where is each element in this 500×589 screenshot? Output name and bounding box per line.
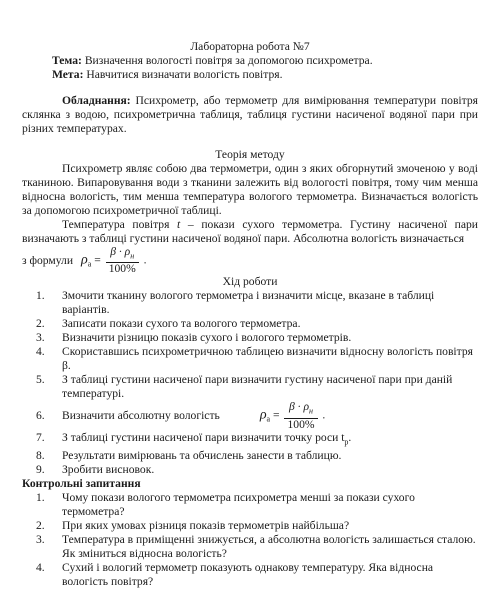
questions-title: Контрольні запитання (22, 476, 141, 490)
list-item: 1. Чому покази вологого термометра психрометра менші за покази сухого термометра? (36, 490, 415, 518)
document-title: Лабораторна робота №7 (190, 40, 310, 53)
formula-line (22, 246, 478, 275)
theory-paragraph-2: Температура повітря t – покази сухого термометра. Густину насиченої пари визначають з таблиці густини насиченої водяної пари. Абсолютна вологість визначається (22, 218, 478, 245)
list-item: 6. Визначити абсолютну вологість $\rho_а$ = $\frac{\beta \cdot \rho_н}{100\%}$ . (36, 400, 326, 431)
spacer (22, 136, 478, 148)
topic-line (22, 54, 478, 68)
formula-prefix: з формули (22, 253, 74, 267)
goal-label: Мета: (52, 68, 84, 81)
list-item: 2. Записати покази сухого та вологого термометра. (36, 317, 301, 331)
theory-title: Теорія методу (215, 148, 285, 161)
list-item: 4. Сухий і вологий термометр показують однакову температуру. Яка відносна вологість повітря? (36, 560, 434, 588)
procedure-list (22, 289, 478, 477)
list-item: 5. З таблиці густини насиченої пари визначити густину насиченої пари при даній температурі. (36, 373, 453, 401)
list-item: 3. Температура в приміщенні знижується, а абсолютна вологість залишається сталою. Як зміниться відносна вологість? (36, 532, 476, 560)
list-item: 4. Скориставшись психрометричною таблицею визначити відносну вологість повітря β. (36, 345, 473, 373)
list-item: 8. Результати вимірювань та обчислень занести в таблицю. (36, 448, 342, 462)
equipment-paragraph (22, 94, 478, 136)
questions-list (22, 491, 478, 589)
topic-text: Визначення вологості повітря за допомогою психрометра. (81, 54, 373, 67)
list-item: 2. При яких умовах різниця показів термометрів найбільша? (36, 518, 350, 532)
equipment-text: Психрометр, або термометр для вимірювання температури повітря склянка з водою, психрометрична таблиця, таблиця густини насиченої водяної пари при різних температурах. (22, 94, 478, 135)
absolute-humidity-formula: $\rho_а$ = $\frac{\beta \cdot \rho_н}{100\%}$ . (81, 245, 147, 276)
procedure-title: Хід роботи (222, 275, 278, 289)
formula-fraction: $\frac{\beta \cdot \rho_н}{100\%}$ (106, 246, 139, 275)
list-item: 7. З таблиці густини насиченої пари визначити точку роси $t_р$. (36, 430, 352, 446)
temperature-symbol: t (177, 218, 181, 231)
list-item: 3. Визначити різницю показів сухого і вологого термометрів. (36, 331, 352, 345)
absolute-humidity-formula-2: $\rho_а$ = $\frac{\beta \cdot \rho_н}{100\%}$ . (259, 400, 326, 431)
theory-paragraph-1: Психрометр являє собою два термометри, один з яких обгорнутий змоченою у воді тканиною. Випаровування води з тканини залежить від вологості повітря, тому чим менша відносна вологість, тим менша температура вологого термометра. Визначається вологість за допомогою психрометричної таблиці. (22, 162, 478, 217)
list-item: 9. Зробити висновок. (36, 462, 155, 476)
topic-label: Тема: (52, 54, 82, 67)
spacer (22, 82, 478, 94)
list-item: 1. Змочити тканину вологого термометра і визначити місце, вказане в таблиці варіантів. (36, 289, 435, 317)
equipment-label: Обладнання: (62, 94, 131, 107)
goal-text: Навчитися визначати вологість повітря. (83, 68, 283, 81)
goal-line (22, 68, 478, 82)
